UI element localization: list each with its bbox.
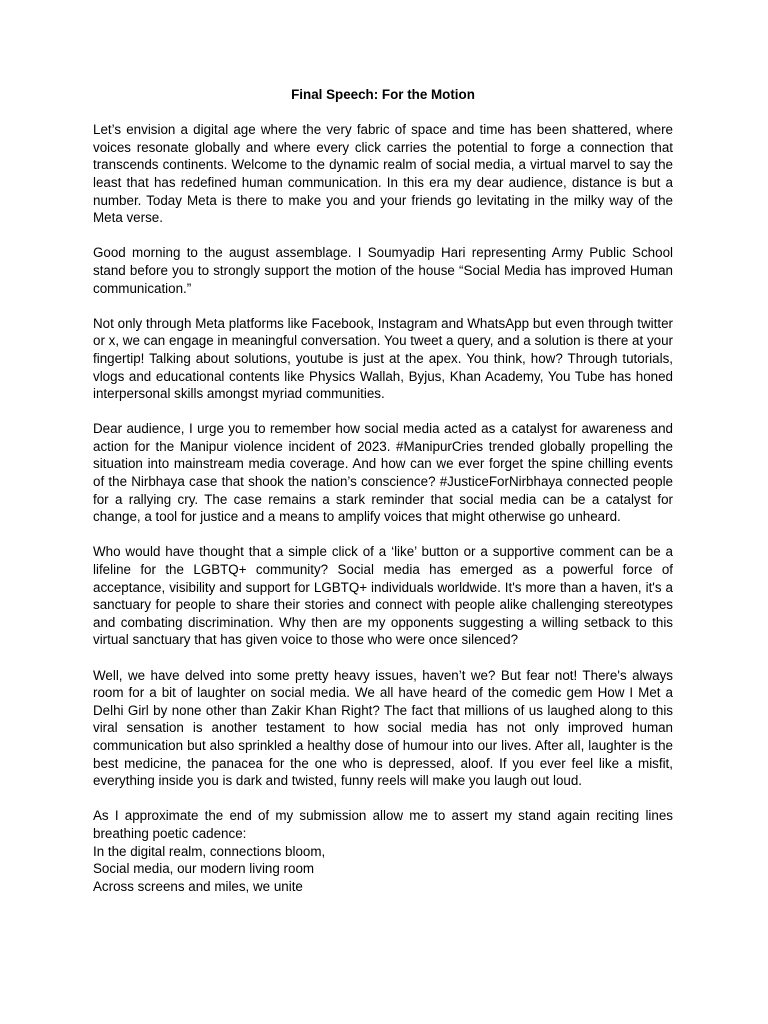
paragraph-greeting: Good morning to the august assemblage. I Soumyadip Hari representing Army Public School stand before you to strongly support the motion of the house “Social Media has improved Human communication.” (93, 245, 673, 296)
paragraph-closing: As I approximate the end of my submission allow me to assert my stand again reciting lines breathing poetic cadence: (93, 808, 673, 841)
paragraph-humour: Well, we have delved into some pretty heavy issues, haven’t we? But fear not! There's always room for a bit of laughter on social media. We all have heard of the comedic gem How I Met a Delhi Girl by none other than Zakir Khan Right? The fact that millions of us laughed along to this viral sensation is another testament to how social media has not only improved human communication but also sprinkled a healthy dose of humour into our lives. After all, laughter is the best medicine, the panacea for the one who is depressed, aloof. If you ever feel like a misfit, everything inside you is dark and twisted, funny reels will make you laugh out loud. (93, 667, 673, 789)
poem-line: Across screens and miles, we unite (93, 878, 303, 894)
paragraph-lgbtq: Who would have thought that a simple click of a ‘like’ button or a supportive comment can be a lifeline for the LGBTQ+ community? Social media has emerged as a powerful force of acceptance, visibility and support for LGBTQ+ individuals worldwide. It's more than a haven, it's a sanctuary for people to share their stories and connect with people alike challenging stereotypes and combating discrimination. Why then are my opponents suggesting a willing setback to this virtual sanctuary that has given voice to those who were once silenced? (93, 544, 673, 648)
document-title: Final Speech: For the Motion (291, 87, 475, 102)
paragraph-intro: Let’s envision a digital age where the very fabric of space and time has been shattered, where voices resonate globally and where every click carries the potential to forge a connection that transcends continents. Welcome to the dynamic realm of social media, a virtual marvel to say the least that has redefined human communication. In this era my dear audience, distance is but a number. Today Meta is there to make you and your friends go levitating in the milky way of the Meta verse. (93, 122, 673, 226)
paragraph-awareness: Dear audience, I urge you to remember how social media acted as a catalyst for awareness and action for the Manipur violence incident of 2023. #ManipurCries trended globally propelling the situation into mainstream media coverage. And how can we ever forget the spine chilling events of the Nirbhaya case that shook the nation’s conscience? #JusticeForNirbhaya connected people for a rallying cry. The case remains a stark reminder that social media can be a catalyst for change, a tool for justice and a means to amplify voices that might otherwise go unheard. (93, 421, 673, 525)
closing-block (93, 807, 673, 895)
paragraph-platforms: Not only through Meta platforms like Facebook, Instagram and WhatsApp but even through twitter or x, we can engage in meaningful conversation. You tweet a query, and a solution is there at your fingertip! Talking about solutions, youtube is just at the apex. You think, how? Through tutorials, vlogs and educational contents like Physics Wallah, Byjus, Khan Academy, You Tube has honed interpersonal skills amongst myriad communities. (93, 315, 673, 402)
document-page (93, 86, 673, 895)
poem-line: Social media, our modern living room (93, 861, 315, 877)
poem-line: In the digital realm, connections bloom, (93, 843, 326, 859)
